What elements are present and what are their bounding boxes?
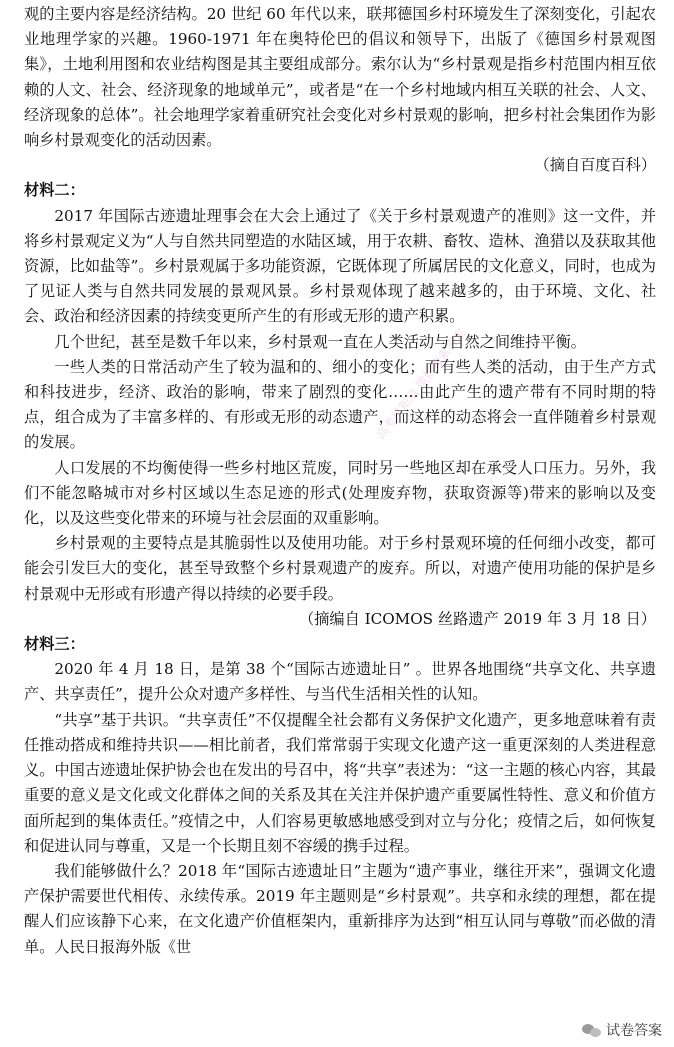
corner-mark-label: 试卷答案 bbox=[606, 1023, 662, 1039]
paragraph-m2-2: 几个世纪，甚至是数千年以来，乡村景观一直在人类活动与自然之间维持平衡。 bbox=[54, 332, 586, 351]
paragraph-m3-2: “共享”基于共识。“共享责任”不仅提醒全社会都有义务保护文化遗产，更多地意味着有责任推动搭成和维持共识——相比前者，我们常常弱于实现文化遗产这一重更深刻的人类进程意义。中国古迹遗址保护协会也在发出的号召中，将“共享”表述为：“这一主题的核心内容，其最重要的意义是文化或文化群体之间的关系及其在关注并保护遗产重要属性特性、意义和价值方面所起到的集体责任。”疫情之中，人们容易更敏感地感受到对立与分化；疫情之后，如何恢复和促进认同与尊重，又是一个长期且刻不容缓的携手过程。 bbox=[24, 710, 656, 855]
watermark-text: 高考早知道 微信搜索答案 bbox=[373, 326, 469, 442]
paragraph-economic-structure: 观的主要内容是经济结构。20 世纪 60 年代以来，联邦德国乡村环境发生了深刻变化，引起农业地理学家的兴趣。1960-1971 年在奥特伦巴的倡议和领导下，出版了《德国乡村景观图集》，土地利用图和农业结构图是其主要组成部分。索尔认为“乡村景观是指乡村范围内相互依赖的人文、社会、经济现象的地域单元”，或者是“在一个乡村地域内相互关联的社会、人文、经济现象的总体”。社会地理学家着重研究社会变化对乡村景观的影响，把乡村社会集团作为影响乡村景观变化的活动因素。 bbox=[24, 5, 656, 150]
source-icomos: （摘编自 ICOMOS 丝路遗产 2019 年 3 月 18 日） bbox=[299, 609, 656, 628]
wechat-icon bbox=[582, 1022, 602, 1038]
paragraph-m2-1: 2017 年国际古迹遗址理事会在大会上通过了《关于乡村景观遗产的准则》这一文件，并将乡村景观定义为“人与自然共同塑造的水陆区域，用于农耕、畜牧、造林、渔猎以及获取其他资源，比如盐等”。乡村景观属于多功能资源，它既体现了所属居民的文化意义，同时，也成为了见证人类与自然共同发展的景观风景。乡村景观体现了越来越多的，由于环境、文化、社会、政治和经济因素的持续变更所产生的有形或无形的遗产积累。 bbox=[24, 206, 656, 326]
paragraph-m3-1: 2020 年 4 月 18 日，是第 38 个“国际古迹遗址日” 。世界各地围绕“共享文化、共享遗产、共享责任”，提升公众对遗产多样性、与当代生活相关性的认知。 bbox=[24, 660, 656, 704]
paragraph-m2-4: 人口发展的不均衡使得一些乡村地区荒废，同时另一些地区却在承受人口压力。另外，我们不能忽略城市对乡村区域以生态足迹的形式(处理废弃物，获取资源等)带来的影响以及变化，以及这些变化带来的环境与社会层面的双重影响。 bbox=[24, 458, 656, 528]
document-page bbox=[24, 2, 656, 960]
heading-material-three: 材料三： bbox=[24, 635, 85, 654]
paragraph-m2-3: 一些人类的日常活动产生了较为温和的、细小的变化；而有些人类的活动，由于生产方式和科技进步，经济、政治的影响，带来了剧烈的变化……由此产生的遗产带有不同时期的特点，组合成为了丰富多样的、有形或无形的动态遗产，而这样的动态将会一直伴随着乡村景观的发展。 bbox=[24, 357, 656, 452]
paragraph-m2-5: 乡村景观的主要特点是其脆弱性以及使用功能。对于乡村景观环境的任何细小改变，都可能会引发巨大的变化，甚至导致整个乡村景观遗产的废弃。所以，对遗产使用功能的保护是乡村景观中无形或有形遗产得以持续的必要手段。 bbox=[24, 534, 656, 603]
wechat-corner-mark bbox=[578, 1019, 666, 1041]
heading-material-two: 材料二： bbox=[24, 181, 85, 200]
paragraph-m3-3: 我们能够做什么？2018 年“国际古迹遗址日”主题为“遗产事业，继往开来”，强调文化遗产保护需要世代相传、永续传承。2019 年主题则是“乡村景观”。共享和永续的理想，都在提醒人们应该静下心来，在文化遗产价值框架内，重新排序为达到“相互认同与尊敬”而必做的清单。人民日报海外版《世 bbox=[24, 861, 656, 956]
source-baidu: （摘自百度百科） bbox=[534, 156, 656, 175]
